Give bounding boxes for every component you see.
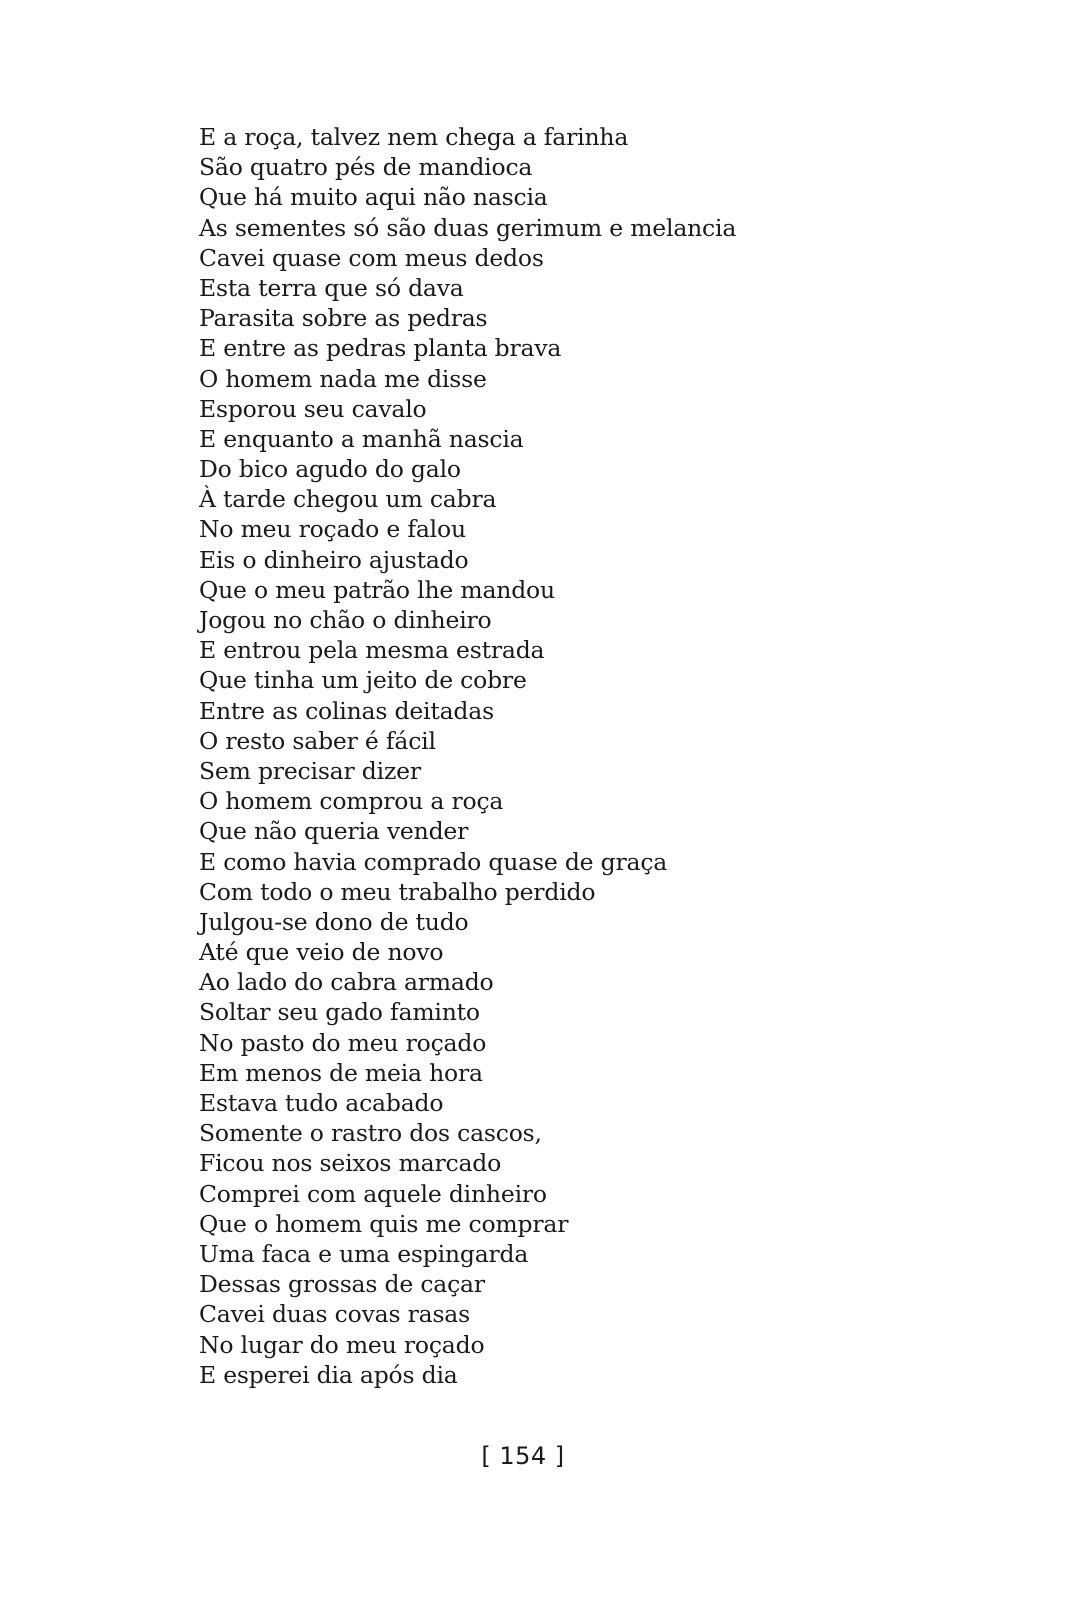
- poem-line: À tarde chegou um cabra: [199, 485, 497, 514]
- poem-line: Dessas grossas de caçar: [199, 1270, 485, 1299]
- poem-line: Estava tudo acabado: [199, 1089, 444, 1117]
- poem-line: E a roça, talvez nem chega a farinha: [199, 123, 629, 151]
- poem-line: Que não queria vender: [199, 817, 469, 846]
- poem-line: Sem precisar dizer: [199, 756, 421, 785]
- poem-line: O homem nada me disse: [199, 364, 487, 393]
- poem-line: No meu roçado e falou: [199, 515, 466, 544]
- poem-line: Em menos de meia hora: [199, 1058, 483, 1087]
- poem-line: Que o meu patrão lhe mandou: [199, 575, 555, 604]
- poem-line: Somente o rastro dos cascos,: [199, 1119, 542, 1148]
- poem-line: Soltar seu gado faminto: [199, 998, 480, 1027]
- poem-line: Que o homem quis me comprar: [199, 1209, 569, 1238]
- poem-line: Jogou no chão o dinheiro: [199, 606, 492, 634]
- poem-line: Esporou seu cavalo: [199, 394, 427, 423]
- poem-line: Comprei com aquele dinheiro: [199, 1179, 547, 1208]
- poem-line: E entrou pela mesma estrada: [199, 636, 545, 665]
- poem-line: As sementes só são duas gerimum e melancia: [199, 213, 737, 242]
- poem-line: Que há muito aqui não nascia: [199, 183, 548, 212]
- poem-line: Eis o dinheiro ajustado: [199, 545, 469, 574]
- poem-line: No lugar do meu roçado: [199, 1330, 485, 1359]
- poem-line: Cavei duas covas rasas: [199, 1300, 470, 1329]
- poem-line: E esperei dia após dia: [199, 1360, 458, 1389]
- poem-line: São quatro pés de mandioca: [199, 153, 533, 182]
- poem-line: O resto saber é fácil: [199, 726, 436, 755]
- poem-line: E enquanto a manhã nascia: [199, 424, 524, 453]
- poem-line: Cavei quase com meus dedos: [199, 243, 544, 272]
- poem-line: E como havia comprado quase de graça: [199, 847, 668, 876]
- poem-line: E entre as pedras planta brava: [199, 334, 562, 363]
- poem-line: Que tinha um jeito de cobre: [199, 666, 527, 695]
- poem-line: Uma faca e uma espingarda: [199, 1239, 529, 1268]
- poem-line: Ficou nos seixos marcado: [199, 1149, 502, 1178]
- page-number: [ 154 ]: [481, 1442, 565, 1470]
- poem-line: Até que veio de novo: [199, 938, 444, 967]
- poem-line: Esta terra que só dava: [199, 273, 464, 302]
- poem-line: Com todo o meu trabalho perdido: [199, 877, 596, 906]
- poem-line: O homem comprou a roça: [199, 787, 504, 816]
- poem-text: [199, 122, 736, 1390]
- poem-line: Entre as colinas deitadas: [199, 696, 494, 725]
- poem-line: Parasita sobre as pedras: [199, 304, 488, 333]
- poem-line: No pasto do meu roçado: [199, 1028, 487, 1057]
- poem-line: Julgou-se dono de tudo: [199, 907, 469, 936]
- poem-line: Ao lado do cabra armado: [199, 968, 494, 997]
- poem-line: Do bico agudo do galo: [199, 455, 461, 484]
